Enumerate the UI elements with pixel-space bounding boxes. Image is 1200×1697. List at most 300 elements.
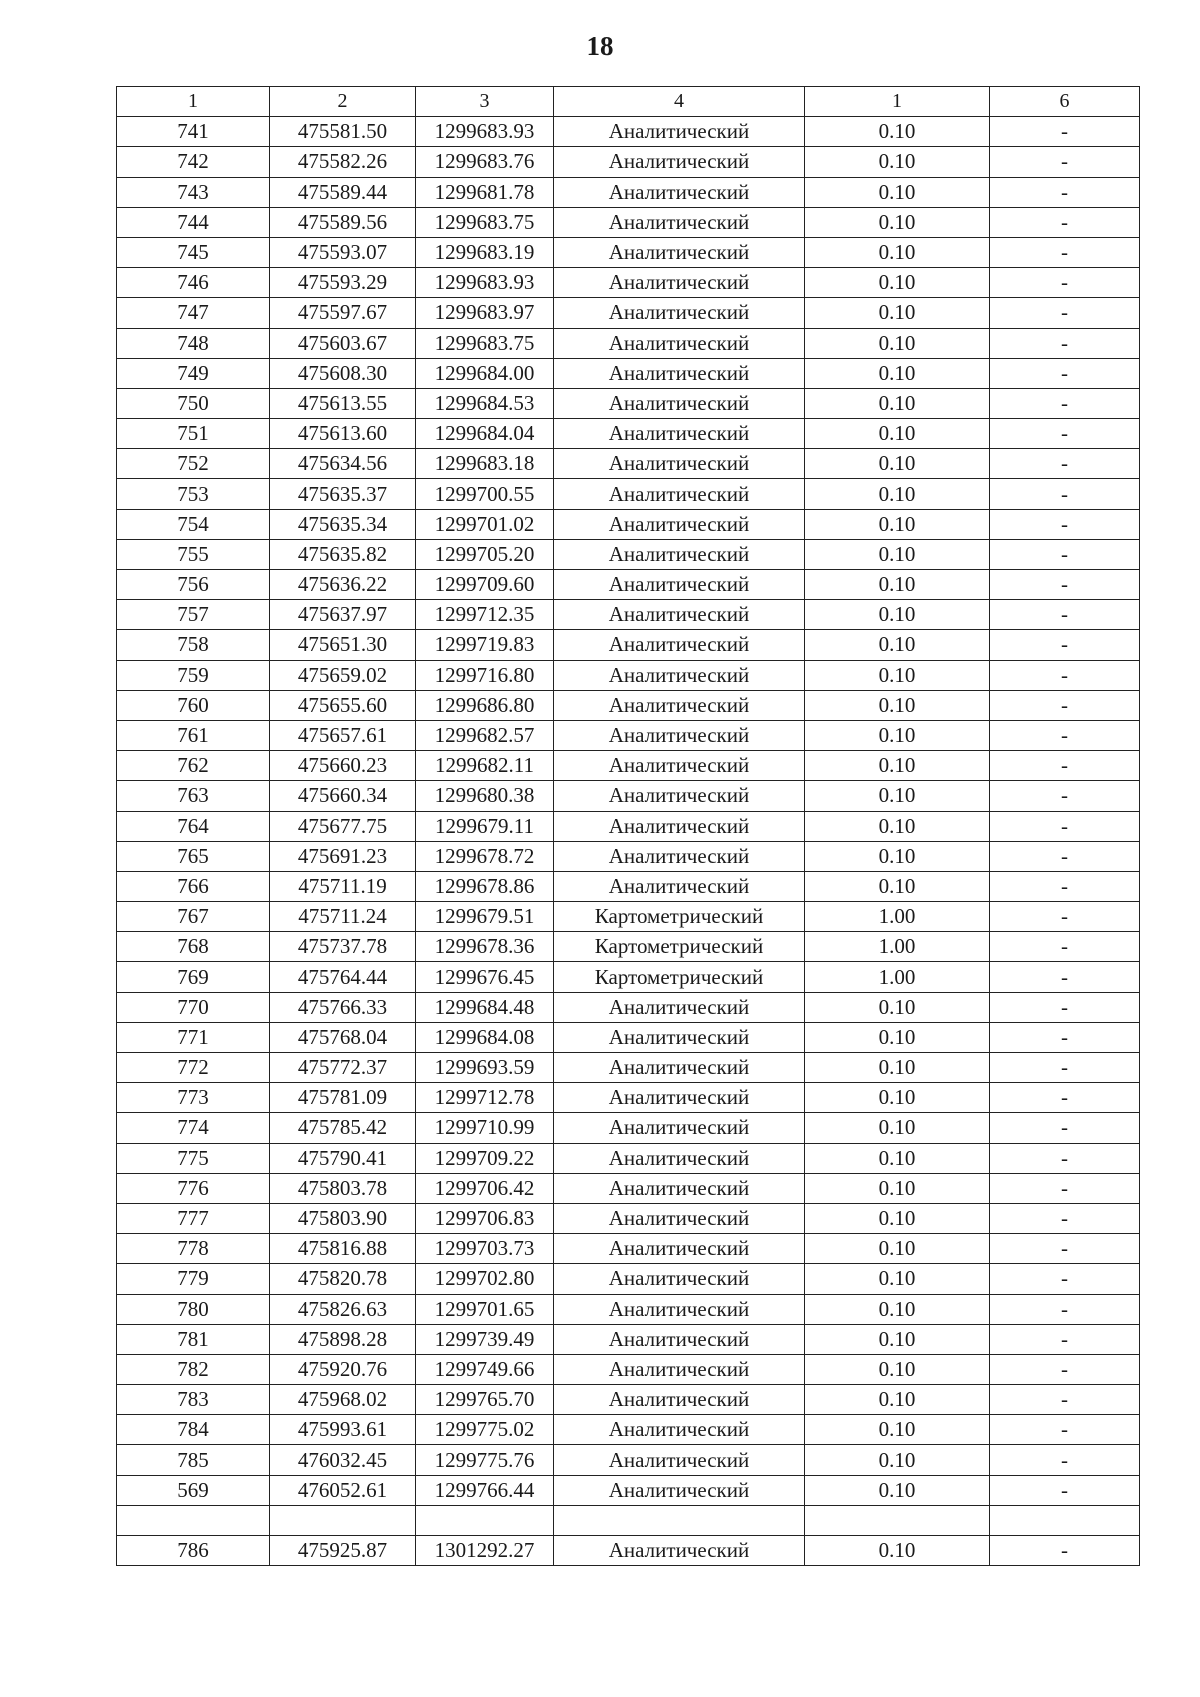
table-row — [117, 781, 1140, 811]
method-cell: Аналитический — [554, 660, 805, 690]
point-number-cell: 762 — [117, 751, 270, 781]
table-header — [117, 87, 1140, 117]
table-row — [117, 751, 1140, 781]
accuracy-cell: 0.10 — [805, 781, 990, 811]
page-number: 18 — [586, 31, 614, 61]
point-number-cell: 569 — [117, 1475, 270, 1505]
table-row — [117, 1022, 1140, 1052]
table-row — [117, 147, 1140, 177]
point-number-cell: 751 — [117, 419, 270, 449]
y-coordinate-cell: 1299683.76 — [416, 147, 554, 177]
point-number-cell: 774 — [117, 1113, 270, 1143]
y-coordinate-cell: 1299684.08 — [416, 1022, 554, 1052]
accuracy-cell: 0.10 — [805, 268, 990, 298]
table-row — [117, 871, 1140, 901]
y-coordinate-cell: 1299683.18 — [416, 449, 554, 479]
table-row — [117, 1234, 1140, 1264]
y-coordinate-cell: 1299684.48 — [416, 992, 554, 1022]
point-number-cell: 757 — [117, 600, 270, 630]
accuracy-cell: 0.10 — [805, 1143, 990, 1173]
y-coordinate-cell: 1301292.27 — [416, 1536, 554, 1566]
method-cell: Аналитический — [554, 1294, 805, 1324]
method-cell: Аналитический — [554, 479, 805, 509]
table-row — [117, 992, 1140, 1022]
x-coordinate-cell: 475766.33 — [270, 992, 416, 1022]
y-coordinate-cell: 1299682.11 — [416, 751, 554, 781]
method-cell: Аналитический — [554, 630, 805, 660]
accuracy-cell: 0.10 — [805, 841, 990, 871]
accuracy-cell: 0.10 — [805, 751, 990, 781]
method-cell: Аналитический — [554, 1173, 805, 1203]
method-cell: Аналитический — [554, 1203, 805, 1233]
x-coordinate-cell: 475659.02 — [270, 660, 416, 690]
x-coordinate-cell: 475764.44 — [270, 962, 416, 992]
table-row — [117, 1264, 1140, 1294]
note-cell: - — [990, 147, 1140, 177]
table-row — [117, 419, 1140, 449]
table-row — [117, 1083, 1140, 1113]
note-cell: - — [990, 932, 1140, 962]
table-row — [117, 268, 1140, 298]
accuracy-cell: 0.10 — [805, 871, 990, 901]
method-cell: Аналитический — [554, 539, 805, 569]
accuracy-cell: 0.10 — [805, 388, 990, 418]
x-coordinate-cell: 475691.23 — [270, 841, 416, 871]
table-row — [117, 811, 1140, 841]
note-cell: - — [990, 1022, 1140, 1052]
table-row — [117, 902, 1140, 932]
method-cell: Аналитический — [554, 1536, 805, 1566]
accuracy-cell: 0.10 — [805, 720, 990, 750]
table-row — [117, 1294, 1140, 1324]
y-coordinate-cell: 1299679.11 — [416, 811, 554, 841]
table-row — [117, 630, 1140, 660]
y-coordinate-cell: 1299680.38 — [416, 781, 554, 811]
table-row — [117, 1354, 1140, 1384]
accuracy-cell: 0.10 — [805, 1203, 990, 1233]
y-coordinate-cell: 1299739.49 — [416, 1324, 554, 1354]
note-cell: - — [990, 751, 1140, 781]
y-coordinate-cell: 1299678.72 — [416, 841, 554, 871]
y-coordinate-cell: 1299683.75 — [416, 207, 554, 237]
table-row — [117, 1113, 1140, 1143]
y-coordinate-cell: 1299683.93 — [416, 268, 554, 298]
y-coordinate-cell: 1299765.70 — [416, 1385, 554, 1415]
point-number-cell: 771 — [117, 1022, 270, 1052]
note-cell: - — [990, 902, 1140, 932]
note-cell: - — [990, 1385, 1140, 1415]
x-coordinate-cell: 475635.37 — [270, 479, 416, 509]
point-number-cell — [117, 1505, 270, 1535]
x-coordinate-cell: 475634.56 — [270, 449, 416, 479]
header-row — [117, 87, 1140, 117]
point-number-cell: 741 — [117, 117, 270, 147]
point-number-cell: 747 — [117, 298, 270, 328]
header-cell-6: 6 — [990, 87, 1140, 117]
y-coordinate-cell: 1299701.02 — [416, 509, 554, 539]
table-body — [117, 117, 1140, 1566]
x-coordinate-cell: 475636.22 — [270, 570, 416, 600]
point-number-cell: 781 — [117, 1324, 270, 1354]
x-coordinate-cell: 475677.75 — [270, 811, 416, 841]
table-row — [117, 177, 1140, 207]
point-number-cell: 749 — [117, 358, 270, 388]
point-number-cell: 752 — [117, 449, 270, 479]
method-cell: Картометрический — [554, 902, 805, 932]
x-coordinate-cell: 476032.45 — [270, 1445, 416, 1475]
table-row — [117, 1143, 1140, 1173]
point-number-cell: 745 — [117, 237, 270, 267]
method-cell: Аналитический — [554, 419, 805, 449]
method-cell: Аналитический — [554, 1234, 805, 1264]
note-cell: - — [990, 1445, 1140, 1475]
note-cell: - — [990, 177, 1140, 207]
method-cell: Аналитический — [554, 1264, 805, 1294]
table-row — [117, 1445, 1140, 1475]
y-coordinate-cell: 1299701.65 — [416, 1294, 554, 1324]
note-cell: - — [990, 1264, 1140, 1294]
point-number-cell: 772 — [117, 1053, 270, 1083]
y-coordinate-cell: 1299710.99 — [416, 1113, 554, 1143]
accuracy-cell: 0.10 — [805, 479, 990, 509]
y-coordinate-cell: 1299749.66 — [416, 1354, 554, 1384]
y-coordinate-cell: 1299684.04 — [416, 419, 554, 449]
table-row — [117, 449, 1140, 479]
note-cell: - — [990, 419, 1140, 449]
x-coordinate-cell: 475655.60 — [270, 690, 416, 720]
y-coordinate-cell: 1299686.80 — [416, 690, 554, 720]
x-coordinate-cell: 475820.78 — [270, 1264, 416, 1294]
accuracy-cell: 0.10 — [805, 1385, 990, 1415]
point-number-cell: 758 — [117, 630, 270, 660]
y-coordinate-cell: 1299709.60 — [416, 570, 554, 600]
method-cell: Аналитический — [554, 328, 805, 358]
accuracy-cell: 0.10 — [805, 328, 990, 358]
accuracy-cell: 0.10 — [805, 1354, 990, 1384]
note-cell: - — [990, 268, 1140, 298]
y-coordinate-cell: 1299712.35 — [416, 600, 554, 630]
method-cell: Аналитический — [554, 570, 805, 600]
x-coordinate-cell: 475711.24 — [270, 902, 416, 932]
x-coordinate-cell: 475635.34 — [270, 509, 416, 539]
accuracy-cell: 0.10 — [805, 811, 990, 841]
method-cell: Аналитический — [554, 1113, 805, 1143]
note-cell: - — [990, 660, 1140, 690]
table-row — [117, 932, 1140, 962]
x-coordinate-cell: 475589.56 — [270, 207, 416, 237]
point-number-cell: 748 — [117, 328, 270, 358]
note-cell: - — [990, 1113, 1140, 1143]
accuracy-cell: 0.10 — [805, 1022, 990, 1052]
x-coordinate-cell: 475737.78 — [270, 932, 416, 962]
x-coordinate-cell: 475657.61 — [270, 720, 416, 750]
accuracy-cell: 0.10 — [805, 509, 990, 539]
x-coordinate-cell: 475920.76 — [270, 1354, 416, 1384]
x-coordinate-cell: 475781.09 — [270, 1083, 416, 1113]
y-coordinate-cell: 1299681.78 — [416, 177, 554, 207]
y-coordinate-cell: 1299719.83 — [416, 630, 554, 660]
note-cell: - — [990, 237, 1140, 267]
y-coordinate-cell: 1299712.78 — [416, 1083, 554, 1113]
x-coordinate-cell: 476052.61 — [270, 1475, 416, 1505]
point-number-cell: 777 — [117, 1203, 270, 1233]
accuracy-cell: 0.10 — [805, 1324, 990, 1354]
y-coordinate-cell: 1299676.45 — [416, 962, 554, 992]
header-cell-4: 4 — [554, 87, 805, 117]
accuracy-cell: 1.00 — [805, 902, 990, 932]
accuracy-cell: 0.10 — [805, 358, 990, 388]
accuracy-cell: 0.10 — [805, 237, 990, 267]
x-coordinate-cell: 475597.67 — [270, 298, 416, 328]
table-row — [117, 237, 1140, 267]
y-coordinate-cell: 1299684.53 — [416, 388, 554, 418]
accuracy-cell: 1.00 — [805, 962, 990, 992]
note-cell: - — [990, 1324, 1140, 1354]
point-number-cell: 779 — [117, 1264, 270, 1294]
table-row — [117, 1415, 1140, 1445]
y-coordinate-cell: 1299682.57 — [416, 720, 554, 750]
table-row — [117, 298, 1140, 328]
method-cell: Аналитический — [554, 992, 805, 1022]
note-cell: - — [990, 992, 1140, 1022]
y-coordinate-cell: 1299700.55 — [416, 479, 554, 509]
note-cell: - — [990, 811, 1140, 841]
method-cell: Аналитический — [554, 237, 805, 267]
y-coordinate-cell: 1299706.83 — [416, 1203, 554, 1233]
accuracy-cell: 0.10 — [805, 1445, 990, 1475]
x-coordinate-cell: 475925.87 — [270, 1536, 416, 1566]
accuracy-cell: 0.10 — [805, 419, 990, 449]
note-cell: - — [990, 207, 1140, 237]
table-row — [117, 328, 1140, 358]
header-cell-2: 2 — [270, 87, 416, 117]
method-cell: Аналитический — [554, 1053, 805, 1083]
method-cell: Аналитический — [554, 600, 805, 630]
point-number-cell: 782 — [117, 1354, 270, 1384]
y-coordinate-cell: 1299702.80 — [416, 1264, 554, 1294]
note-cell: - — [990, 1415, 1140, 1445]
accuracy-cell: 0.10 — [805, 147, 990, 177]
point-number-cell: 754 — [117, 509, 270, 539]
point-number-cell: 765 — [117, 841, 270, 871]
accuracy-cell: 0.10 — [805, 630, 990, 660]
method-cell: Аналитический — [554, 117, 805, 147]
x-coordinate-cell: 475660.34 — [270, 781, 416, 811]
accuracy-cell: 0.10 — [805, 1536, 990, 1566]
table-row — [117, 1053, 1140, 1083]
note-cell: - — [990, 962, 1140, 992]
x-coordinate-cell: 475651.30 — [270, 630, 416, 660]
x-coordinate-cell: 475993.61 — [270, 1415, 416, 1445]
table-row — [117, 690, 1140, 720]
note-cell: - — [990, 1536, 1140, 1566]
note-cell: - — [990, 690, 1140, 720]
point-number-cell: 755 — [117, 539, 270, 569]
x-coordinate-cell: 475803.78 — [270, 1173, 416, 1203]
note-cell: - — [990, 449, 1140, 479]
accuracy-cell: 0.10 — [805, 1083, 990, 1113]
x-coordinate-cell: 475826.63 — [270, 1294, 416, 1324]
note-cell: - — [990, 871, 1140, 901]
x-coordinate-cell: 475593.29 — [270, 268, 416, 298]
x-coordinate-cell: 475803.90 — [270, 1203, 416, 1233]
point-number-cell: 786 — [117, 1536, 270, 1566]
y-coordinate-cell: 1299716.80 — [416, 660, 554, 690]
table-row — [117, 1475, 1140, 1505]
y-coordinate-cell: 1299683.75 — [416, 328, 554, 358]
method-cell: Аналитический — [554, 388, 805, 418]
y-coordinate-cell: 1299679.51 — [416, 902, 554, 932]
table-row — [117, 570, 1140, 600]
x-coordinate-cell: 475816.88 — [270, 1234, 416, 1264]
y-coordinate-cell: 1299683.97 — [416, 298, 554, 328]
point-number-cell: 767 — [117, 902, 270, 932]
note-cell: - — [990, 570, 1140, 600]
point-number-cell: 785 — [117, 1445, 270, 1475]
point-number-cell: 768 — [117, 932, 270, 962]
note-cell: - — [990, 1234, 1140, 1264]
method-cell: Аналитический — [554, 871, 805, 901]
method-cell: Аналитический — [554, 147, 805, 177]
method-cell: Аналитический — [554, 1415, 805, 1445]
method-cell — [554, 1505, 805, 1535]
note-cell: - — [990, 1143, 1140, 1173]
point-number-cell: 743 — [117, 177, 270, 207]
note-cell: - — [990, 1173, 1140, 1203]
note-cell: - — [990, 781, 1140, 811]
method-cell: Аналитический — [554, 358, 805, 388]
accuracy-cell: 0.10 — [805, 690, 990, 720]
x-coordinate-cell: 475635.82 — [270, 539, 416, 569]
x-coordinate-cell: 475768.04 — [270, 1022, 416, 1052]
y-coordinate-cell: 1299678.36 — [416, 932, 554, 962]
accuracy-cell: 0.10 — [805, 1294, 990, 1324]
point-number-cell: 753 — [117, 479, 270, 509]
accuracy-cell: 0.10 — [805, 1475, 990, 1505]
note-cell: - — [990, 388, 1140, 418]
method-cell: Аналитический — [554, 1445, 805, 1475]
y-coordinate-cell: 1299706.42 — [416, 1173, 554, 1203]
x-coordinate-cell: 475603.67 — [270, 328, 416, 358]
accuracy-cell: 0.10 — [805, 1053, 990, 1083]
accuracy-cell: 0.10 — [805, 1173, 990, 1203]
method-cell: Аналитический — [554, 1354, 805, 1384]
note-cell: - — [990, 1083, 1140, 1113]
y-coordinate-cell — [416, 1505, 554, 1535]
accuracy-cell: 0.10 — [805, 207, 990, 237]
x-coordinate-cell: 475711.19 — [270, 871, 416, 901]
table-row — [117, 539, 1140, 569]
point-number-cell: 759 — [117, 660, 270, 690]
accuracy-cell — [805, 1505, 990, 1535]
accuracy-cell: 0.10 — [805, 570, 990, 600]
note-cell: - — [990, 117, 1140, 147]
x-coordinate-cell — [270, 1505, 416, 1535]
note-cell: - — [990, 358, 1140, 388]
note-cell: - — [990, 479, 1140, 509]
accuracy-cell: 0.10 — [805, 1415, 990, 1445]
table-row — [117, 1203, 1140, 1233]
method-cell: Аналитический — [554, 720, 805, 750]
note-cell: - — [990, 509, 1140, 539]
point-number-cell: 776 — [117, 1173, 270, 1203]
point-number-cell: 744 — [117, 207, 270, 237]
point-number-cell: 784 — [117, 1415, 270, 1445]
note-cell: - — [990, 298, 1140, 328]
x-coordinate-cell: 475581.50 — [270, 117, 416, 147]
y-coordinate-cell: 1299709.22 — [416, 1143, 554, 1173]
method-cell: Аналитический — [554, 268, 805, 298]
accuracy-cell: 0.10 — [805, 992, 990, 1022]
x-coordinate-cell: 475898.28 — [270, 1324, 416, 1354]
y-coordinate-cell: 1299705.20 — [416, 539, 554, 569]
point-number-cell: 761 — [117, 720, 270, 750]
note-cell: - — [990, 1354, 1140, 1384]
table-row — [117, 841, 1140, 871]
x-coordinate-cell: 475613.55 — [270, 388, 416, 418]
point-number-cell: 763 — [117, 781, 270, 811]
note-cell: - — [990, 720, 1140, 750]
accuracy-cell: 0.10 — [805, 177, 990, 207]
y-coordinate-cell: 1299683.93 — [416, 117, 554, 147]
point-number-cell: 775 — [117, 1143, 270, 1173]
y-coordinate-cell: 1299766.44 — [416, 1475, 554, 1505]
accuracy-cell: 0.10 — [805, 1113, 990, 1143]
method-cell: Аналитический — [554, 509, 805, 539]
method-cell: Аналитический — [554, 1083, 805, 1113]
header-cell-5: 1 — [805, 87, 990, 117]
point-number-cell: 750 — [117, 388, 270, 418]
note-cell: - — [990, 630, 1140, 660]
point-number-cell: 760 — [117, 690, 270, 720]
method-cell: Аналитический — [554, 781, 805, 811]
y-coordinate-cell: 1299683.19 — [416, 237, 554, 267]
table-row — [117, 479, 1140, 509]
accuracy-cell: 0.10 — [805, 117, 990, 147]
note-cell: - — [990, 1294, 1140, 1324]
header-cell-1: 1 — [117, 87, 270, 117]
accuracy-cell: 0.10 — [805, 1234, 990, 1264]
y-coordinate-cell: 1299693.59 — [416, 1053, 554, 1083]
table-row — [117, 962, 1140, 992]
point-number-cell: 783 — [117, 1385, 270, 1415]
table-row — [117, 1385, 1140, 1415]
x-coordinate-cell: 475613.60 — [270, 419, 416, 449]
x-coordinate-cell: 475637.97 — [270, 600, 416, 630]
accuracy-cell: 0.10 — [805, 449, 990, 479]
method-cell: Аналитический — [554, 751, 805, 781]
y-coordinate-cell: 1299684.00 — [416, 358, 554, 388]
x-coordinate-cell: 475772.37 — [270, 1053, 416, 1083]
method-cell: Аналитический — [554, 690, 805, 720]
method-cell: Картометрический — [554, 962, 805, 992]
point-number-cell: 746 — [117, 268, 270, 298]
method-cell: Аналитический — [554, 1022, 805, 1052]
accuracy-cell: 0.10 — [805, 539, 990, 569]
table-row — [117, 1173, 1140, 1203]
method-cell: Аналитический — [554, 207, 805, 237]
table-row — [117, 388, 1140, 418]
table-row — [117, 117, 1140, 147]
note-cell — [990, 1505, 1140, 1535]
x-coordinate-cell: 475589.44 — [270, 177, 416, 207]
table-row — [117, 1536, 1140, 1566]
method-cell: Аналитический — [554, 841, 805, 871]
note-cell: - — [990, 1203, 1140, 1233]
accuracy-cell: 1.00 — [805, 932, 990, 962]
table-row — [117, 660, 1140, 690]
accuracy-cell: 0.10 — [805, 298, 990, 328]
